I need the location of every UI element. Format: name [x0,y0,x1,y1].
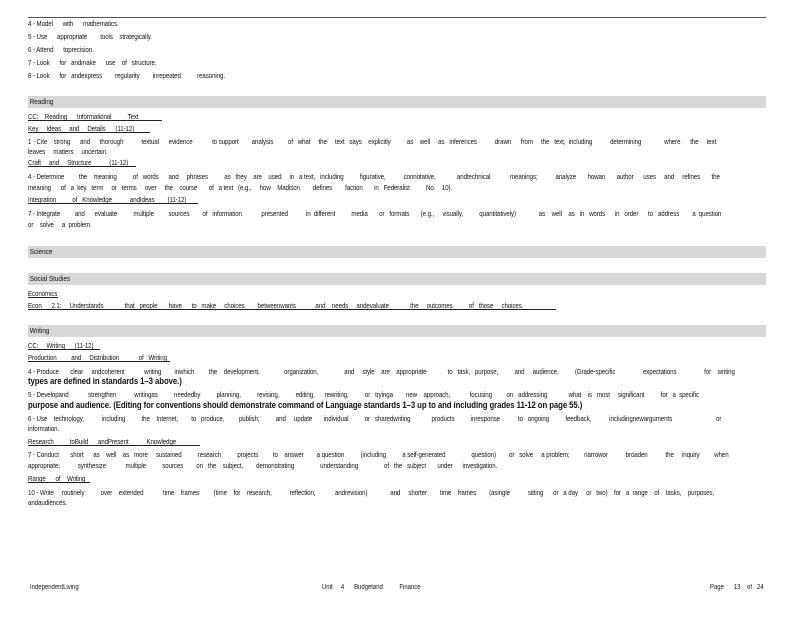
social-studies-group-underline [28,297,58,298]
writing-item-4-line-2: types are defined in standards 1–3 above.) [28,376,182,387]
writing-item-10-line-1: 10 - Write routinely over extended time frames (time for research, reflection, andrevision) and shorter time frames (asingle sitting or a day or two) for a range of tasks, purposes, [28,488,715,497]
math-practice-4: 4 - Model with mathematics. [28,19,119,28]
footer-left: IndependentLiving [30,584,79,591]
reading-group-integration: Integration of Knowledge andIdeas (11-12) [28,195,187,204]
math-practice-7: 7 - Look for andmake use of structure. [28,58,157,67]
social-studies-header: Social Studies [28,273,766,285]
reading-group-underline [28,132,150,133]
reading-group-underline [28,203,198,204]
writing-item-6-line-1: 6 - Use technology, including the Internet, to produce, publish, and update individual or sharedwriting products inresponse to ongoing feedback, includingnewarguments or [28,414,722,423]
writing-item-5-line-1: 5 - Developand strengthen writingas neededby planning, revising, editing, rewriting, or tryinga new approach, focusing on addressing what is most significant for a specific [28,390,699,399]
reading-item-1-line-1: 1 - Cite strong and thorough textual evidence to support analysis of what the text says explicitly as well as inferences drawn from the text, including determining where the text [28,137,717,146]
math-practice-6: 6 - Attend toprecision. [28,45,94,54]
social-studies-group-economics: Economics [28,289,58,298]
writing-group-range: Range of Writing [28,474,86,483]
writing-header: Writing [28,325,766,337]
writing-item-7-line-1: 7 - Conduct short as well as more sustained research projects to answer a question (including a self-generated question) or solve a problem; narrowor broaden the inquiry when [28,450,729,459]
social-studies-item-econ: Econ 2.1: Understands that people have to make choices betweenwants and needs andevaluate the outcomes of those choices. [28,301,524,310]
reading-group-key-ideas: Key Ideas and Details (11-12) [28,124,135,133]
footer-page-number: Page 13 of 24 [710,584,764,591]
writing-group-research: Research toBuild andPresent Knowledge [28,437,177,446]
reading-cc-label: CC: Reading Informational Text [28,112,139,121]
reading-item-4-line-1: 4 - Determine the meaning of words and phrases as they are used in a text, including figurative, connotative, andtechnical meanings; analyze howan author uses and refines the [28,172,720,181]
reading-item-7-line-1: 7 - Integrate and evaluate multiple sources of information presented in different media or formats (e.g., visually, quantitatively) as well as in words in order to address a question [28,209,722,218]
footer-center: Unit 4 Budgetand Finance [322,584,421,591]
writing-cc-underline [28,349,100,350]
writing-group-underline [28,482,90,483]
writing-item-10-line-2: andaudiences. [28,498,67,507]
reading-item-7-line-2: or solve a problem. [28,220,92,229]
writing-group-underline [28,445,200,446]
writing-item-5-line-2: purpose and audience. (Editing for conventions should demonstrate command of Language standards 1–3 up to and including grades 11-12 on page 55.) [28,400,583,411]
writing-item-7-line-2: appropriate; synthesize multiple sources on the subject, demonstrating understanding of the subject under investigation. [28,461,498,470]
writing-item-6-line-2: information. [28,424,60,433]
reading-item-4-line-2: meaning of a key term or terms over the course of a text (e.g., how Madison defines faction in Federalist No. 10). [28,183,453,192]
writing-cc-label: CC: Writing (11-12) [28,341,94,350]
social-studies-item-underline [28,309,556,310]
math-practice-5: 5 - Use appropriate tools strategically. [28,32,152,41]
writing-item-4-line-1: 4 - Produce clear andcoherent writing inwhich the development, organization, and style are appropriate to task, purpose, and audience. (Grade-specific expectations for writing [28,367,735,376]
reading-header: Reading [28,96,766,108]
writing-group-underline [28,361,170,362]
math-practice-8: 8 - Look for andexpress regularity inrepeated reasoning. [28,71,226,80]
reading-item-1-line-2: leaves matters uncertain. [28,147,108,156]
science-header: Science [28,246,766,258]
writing-group-production: Production and Distribution of Writing [28,353,167,362]
top-rule [28,17,766,18]
reading-group-craft: Craft and Structure (11-12) [28,158,129,167]
reading-cc-underline [28,120,162,121]
reading-group-underline [28,166,136,167]
